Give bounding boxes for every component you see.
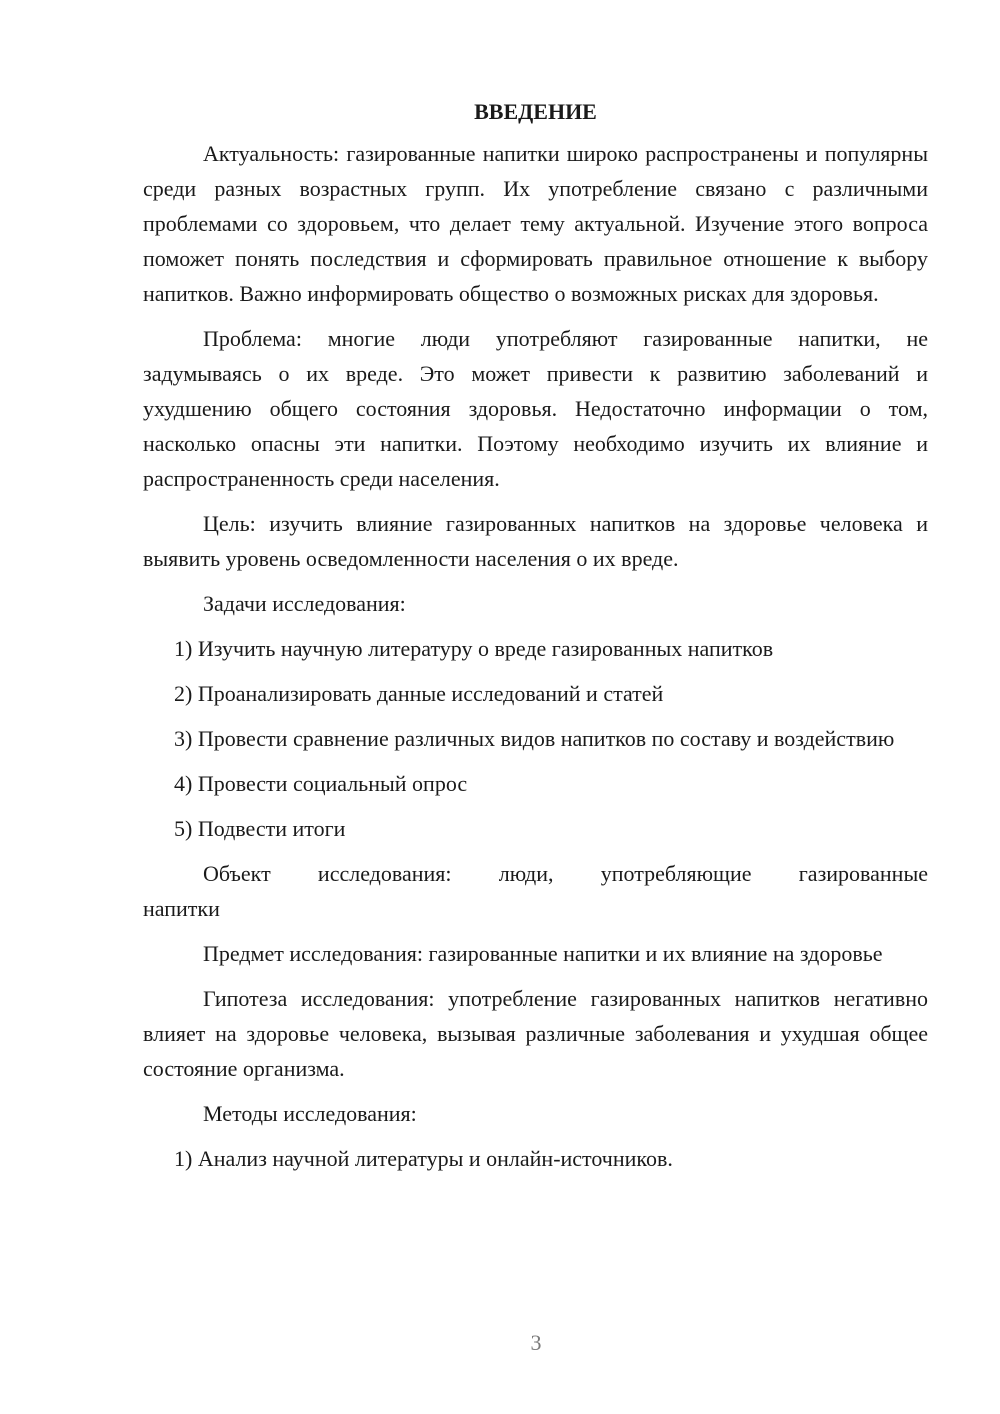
task-item-5: 5) Подвести итоги	[174, 816, 346, 841]
problem-paragraph: Проблема: многие люди употребляют газированные напитки, не задумываясь о их вреде. Это может привести к развитию заболеваний и ухудшению общего состояния здоровья. Недостаточно информации о том, насколько опасны эти напитки. Поэтому необходимо изучить их влияние и распространенность среди населения.	[143, 326, 928, 491]
object-word: исследования:	[317, 861, 452, 886]
tasks-heading: Задачи исследования:	[203, 591, 406, 616]
object-word: люди,	[498, 861, 554, 886]
goal-paragraph: Цель: изучить влияние газированных напитков на здоровье человека и выявить уровень осведомленности населения о их вреде.	[143, 511, 928, 571]
object-paragraph	[143, 856, 928, 926]
task-item-3: 3) Провести сравнение различных видов напитков по составу и воздействию	[174, 726, 895, 751]
task-item-2: 2) Проанализировать данные исследований и статей	[174, 681, 664, 706]
subject-paragraph: Предмет исследования: газированные напитки и их влияние на здоровье	[203, 941, 883, 966]
object-word: газированные	[798, 861, 928, 886]
document-body	[143, 94, 928, 1186]
task-item-4: 4) Провести социальный опрос	[174, 771, 468, 796]
methods-heading: Методы исследования:	[203, 1101, 417, 1126]
page-number: 3	[530, 1330, 542, 1355]
page-title: ВВЕДЕНИЕ	[474, 99, 597, 124]
relevance-paragraph: Актуальность: газированные напитки широко распространены и популярны среди разных возрастных групп. Их употребление связано с различными проблемами со здоровьем, что делает тему актуальной. Изучение этого вопроса поможет понять последствия и сформировать правильное отношение к выбору напитков. Важно информировать общество о возможных рисках для здоровья.	[143, 141, 928, 306]
object-second-line: напитки	[143, 896, 220, 921]
object-first-line	[203, 856, 928, 891]
task-item-1: 1) Изучить научную литературу о вреде газированных напитков	[174, 636, 774, 661]
method-item-1: 1) Анализ научной литературы и онлайн-источников.	[174, 1146, 673, 1171]
object-word: Объект	[203, 861, 271, 886]
hypothesis-paragraph: Гипотеза исследования: употребление газированных напитков негативно влияет на здоровье человека, вызывая различные заболевания и ухудшая общее состояние организма.	[143, 986, 928, 1081]
object-word: употребляющие	[600, 861, 752, 886]
